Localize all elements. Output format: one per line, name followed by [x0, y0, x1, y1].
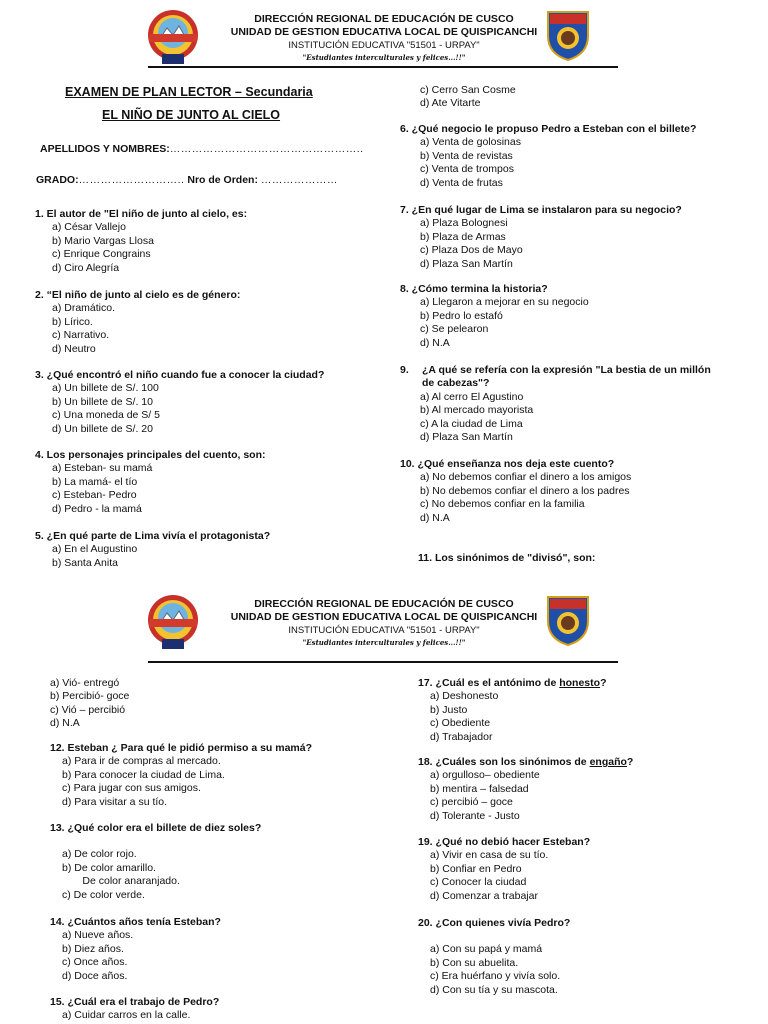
option[interactable]: c) percibió – goce [430, 796, 513, 809]
question-11: 11. Los sinónimos de "divisó", son: [418, 552, 596, 564]
option[interactable]: c) Conocer la ciudad [430, 876, 527, 889]
option[interactable]: c) De color verde. [62, 888, 145, 901]
question-5-continued [420, 84, 516, 111]
option[interactable]: b) Un billete de S/. 10 [52, 395, 153, 408]
option[interactable]: b) De color amarillo. [62, 861, 156, 874]
option[interactable]: b) Mario Vargas Llosa [52, 234, 154, 247]
option[interactable]: c) Venta de trompos [420, 163, 514, 176]
option[interactable]: d) N.A [50, 717, 80, 730]
option[interactable]: c) Vió – percibió [50, 703, 126, 716]
option[interactable]: a) Nueve años. [62, 929, 134, 942]
option[interactable]: d) Plaza San Martín [420, 257, 513, 270]
names-label: APELLIDOS Y NOMBRES: [40, 143, 170, 155]
grade-order-field[interactable] [36, 174, 338, 186]
option[interactable]: a) Vivir en casa de su tío. [430, 849, 549, 862]
option[interactable]: d) N.A [420, 511, 450, 524]
option[interactable]: b) Lírico. [52, 315, 93, 328]
exam-title: EXAMEN DE PLAN LECTOR – Secundaria [65, 85, 313, 99]
option[interactable]: b) La mamá- el tío [52, 475, 138, 488]
option[interactable]: a) En el Augustino [52, 543, 138, 556]
option[interactable]: b) Santa Anita [52, 556, 118, 569]
letterhead-line-1: DIRECCIÓN REGIONAL DE EDUCACIÓN DE CUSCO [254, 13, 514, 25]
option[interactable]: a) Con su papá y mamá [430, 943, 543, 956]
option[interactable]: b) Al mercado mayorista [420, 404, 534, 417]
option[interactable]: d) Venta de frutas [420, 176, 503, 189]
option[interactable]: a) Cuidar carros en la calle. [62, 1009, 191, 1022]
letterhead-line-3: INSTITUCIÓN EDUCATIVA "51501 - URPAY" [288, 40, 480, 51]
option[interactable]: a) Al cerro El Agustino [420, 390, 524, 403]
question-14: 14. ¿Cuántos años tenía Esteban? a) Nueve años. b) Diez años. c) Once años. d) Doce años. [50, 916, 221, 982]
question-3: 3. ¿Qué encontró el niño cuando fue a conocer la ciudad? a) Un billete de S/. 100 b) Un billete de S/. 10 c) Una moneda de S/ 5 d) Un billete de S/. 20 [35, 369, 325, 435]
option[interactable]: a) orgulloso– obediente [430, 769, 540, 782]
option[interactable]: a) Llegaron a mejorar en su negocio [420, 296, 589, 309]
option[interactable]: c) Se pelearon [420, 323, 489, 336]
option[interactable]: d) N.A [420, 336, 450, 349]
names-field[interactable] [40, 143, 364, 155]
option[interactable]: c) Once años. [62, 956, 128, 969]
letterhead-line-3: INSTITUCIÓN EDUCATIVA "51501 - URPAY" [288, 625, 480, 636]
letterhead-line-2: UNIDAD DE GESTION EDUCATIVA LOCAL DE QUISPICANCHI [230, 611, 538, 623]
question-17: 17. ¿Cuál es el antónimo de honesto? a) Deshonesto b) Justo c) Obediente d) Trabajador [418, 677, 607, 743]
question-6: 6. ¿Qué negocio le propuso Pedro a Esteban con el billete? a) Venta de golosinas b) Venta de revistas c) Venta de trompos d) Venta de frutas [400, 123, 697, 189]
option[interactable]: d) Comenzar a trabajar [430, 889, 538, 902]
option[interactable]: a) Para ir de compras al mercado. [62, 755, 221, 768]
option[interactable]: a) Un billete de S/. 100 [52, 382, 159, 395]
question-13: 13. ¿Qué color era el billete de diez soles? a) De color rojo. b) De color amarillo. De color anaranjado. c) De color verde. [50, 822, 262, 901]
option[interactable]: a) Vió- entregó [50, 677, 120, 689]
question-7: 7. ¿En qué lugar de Lima se instalaron para su negocio? a) Plaza Bolognesi b) Plaza de Armas c) Plaza Dos de Mayo d) Plaza San Martín [400, 204, 682, 270]
option[interactable]: b) Pedro lo estafó [420, 309, 503, 322]
letterhead [0, 0, 768, 80]
option[interactable]: d) Neutro [52, 342, 96, 355]
option[interactable]: c) Narrativo. [52, 329, 110, 342]
grade-dots: ……………………….. [78, 174, 185, 186]
option[interactable]: c) Plaza Dos de Mayo [420, 244, 523, 257]
question-18: 18. ¿Cuáles son los sinónimos de engaño? a) orgulloso– obediente b) mentira – falsedad c) percibió – goce d) Tolerante - Justo [418, 756, 634, 822]
option[interactable]: d) Pedro - la mamá [52, 502, 142, 515]
story-title: EL NIÑO DE JUNTO AL CIELO [102, 108, 281, 122]
question-5: 5. ¿En qué parte de Lima vivía el protagonista? a) En el Augustino b) Santa Anita [35, 530, 271, 569]
option[interactable]: a) Plaza Bolognesi [420, 217, 508, 230]
option[interactable]: b) Percibió- goce [50, 690, 130, 703]
question-8: 8. ¿Cómo termina la historia? a) Llegaron a mejorar en su negocio b) Pedro lo estafó c) Se pelearon d) N.A [400, 283, 589, 349]
option[interactable]: c) Era huérfano y vivía solo. [430, 970, 561, 983]
question-12: 12. Esteban ¿ Para qué le pidió permiso a su mamá? a) Para ir de compras al mercado. b) Para conocer la ciudad de Lima. c) Para jugar con sus amigos. d) Para visitar a su tío. [50, 742, 313, 808]
option[interactable]: a) César Vallejo [52, 221, 126, 234]
question-11-options [50, 677, 129, 731]
option[interactable]: d) Plaza San Martín [420, 431, 513, 444]
option[interactable]: b) Diez años. [62, 942, 124, 955]
option[interactable]: b) Confiar en Pedro [430, 862, 522, 875]
letterhead [0, 585, 768, 665]
option[interactable]: d) Un billete de S/. 20 [52, 422, 153, 435]
option[interactable]: b) Justo [430, 703, 468, 716]
option[interactable]: a) Deshonesto [430, 690, 499, 703]
exam-page-2 [0, 585, 768, 1024]
option[interactable]: a) No debemos confiar el dinero a los amigos [420, 471, 632, 484]
question-2: 2. “El niño de junto al cielo es de género: a) Dramático. b) Lírico. c) Narrativo. d) Neutro [35, 289, 241, 355]
letterhead-line-2: UNIDAD DE GESTION EDUCATIVA LOCAL DE QUISPICANCHI [230, 26, 538, 38]
letterhead-rule [148, 66, 618, 68]
option[interactable]: c) Una moneda de S/ 5 [52, 409, 160, 422]
option[interactable]: c) A la ciudad de Lima [420, 417, 523, 430]
option[interactable]: d) Ciro Alegría [52, 261, 120, 274]
option[interactable]: d) Doce años. [62, 969, 128, 982]
grade-label: GRADO: [36, 174, 79, 186]
option[interactable]: c) Para jugar con sus amigos. [62, 782, 201, 795]
question-4: 4. Los personajes principales del cuento, son: a) Esteban- su mamá b) La mamá- el tío c) Esteban- Pedro d) Pedro - la mamá [35, 449, 266, 515]
option[interactable]: b) Para conocer la ciudad de Lima. [62, 768, 225, 781]
names-dots: …………………………………………….. [169, 143, 364, 155]
option[interactable]: c) Obediente [430, 717, 491, 730]
option[interactable]: d) Trabajador [430, 730, 493, 743]
question-1: 1. El autor de "El niño de junto al cielo, es: a) César Vallejo b) Mario Vargas Llosa c) Enrique Congrains d) Ciro Alegría [35, 208, 248, 274]
option[interactable]: c) Esteban- Pedro [52, 489, 137, 502]
option[interactable]: c) No debemos confiar en la familia [420, 498, 585, 511]
option[interactable]: d) Con su tía y su mascota. [430, 983, 558, 996]
question-19: 19. ¿Qué no debió hacer Esteban? a) Vivir en casa de su tío. b) Confiar en Pedro c) Conocer la ciudad d) Comenzar a trabajar [418, 836, 591, 902]
option[interactable]: a) De color rojo. [62, 848, 137, 861]
option[interactable]: a) Dramático. [52, 302, 116, 315]
letterhead-motto: "Estudiantes interculturales y felices...!!" [302, 638, 466, 647]
option[interactable]: d) Ate Vitarte [420, 97, 481, 110]
option[interactable]: d) Tolerante - Justo [430, 809, 520, 822]
order-dots: ………………… [260, 174, 338, 186]
option[interactable]: b) Venta de revistas [420, 149, 513, 162]
option[interactable]: a) Esteban- su mamá [52, 462, 153, 475]
option[interactable]: b) mentira – falsedad [430, 782, 529, 795]
option[interactable]: b) Plaza de Armas [420, 230, 506, 243]
question-15: 15. ¿Cuál era el trabajo de Pedro? a) Cuidar carros en la calle. [50, 996, 220, 1022]
question-10: 10. ¿Qué enseñanza nos deja este cuento? a) No debemos confiar el dinero a los amigos b) No debemos confiar el dinero a los padres c) No debemos confiar en la familia d) N.A [400, 458, 632, 524]
option[interactable]: c) Enrique Congrains [52, 248, 151, 261]
option[interactable]: a) Venta de golosinas [420, 136, 521, 149]
letterhead-rule [148, 661, 618, 663]
option[interactable]: De color anaranjado. [62, 875, 180, 888]
letterhead-motto: "Estudiantes interculturales y felices...!!" [302, 53, 466, 62]
letterhead-line-1: DIRECCIÓN REGIONAL DE EDUCACIÓN DE CUSCO [254, 598, 514, 610]
option[interactable]: b) Con su abuelita. [430, 956, 519, 969]
order-label: Nro de Orden: [187, 174, 258, 186]
option[interactable]: c) Cerro San Cosme [420, 84, 516, 96]
question-9: 9. ¿A qué se refería con la expresión "La bestia de un millón de cabezas"? a) Al cerro El Agustino b) Al mercado mayorista c) A la ciudad de Lima d) Plaza San Martín [400, 364, 720, 444]
question-20: 20. ¿Con quienes vivía Pedro? a) Con su papá y mamá b) Con su abuelita. c) Era huérfano y vivía solo. d) Con su tía y su mascota. [418, 917, 571, 996]
option[interactable]: d) Para visitar a su tío. [62, 795, 168, 808]
option[interactable]: b) No debemos confiar el dinero a los padres [420, 484, 630, 497]
